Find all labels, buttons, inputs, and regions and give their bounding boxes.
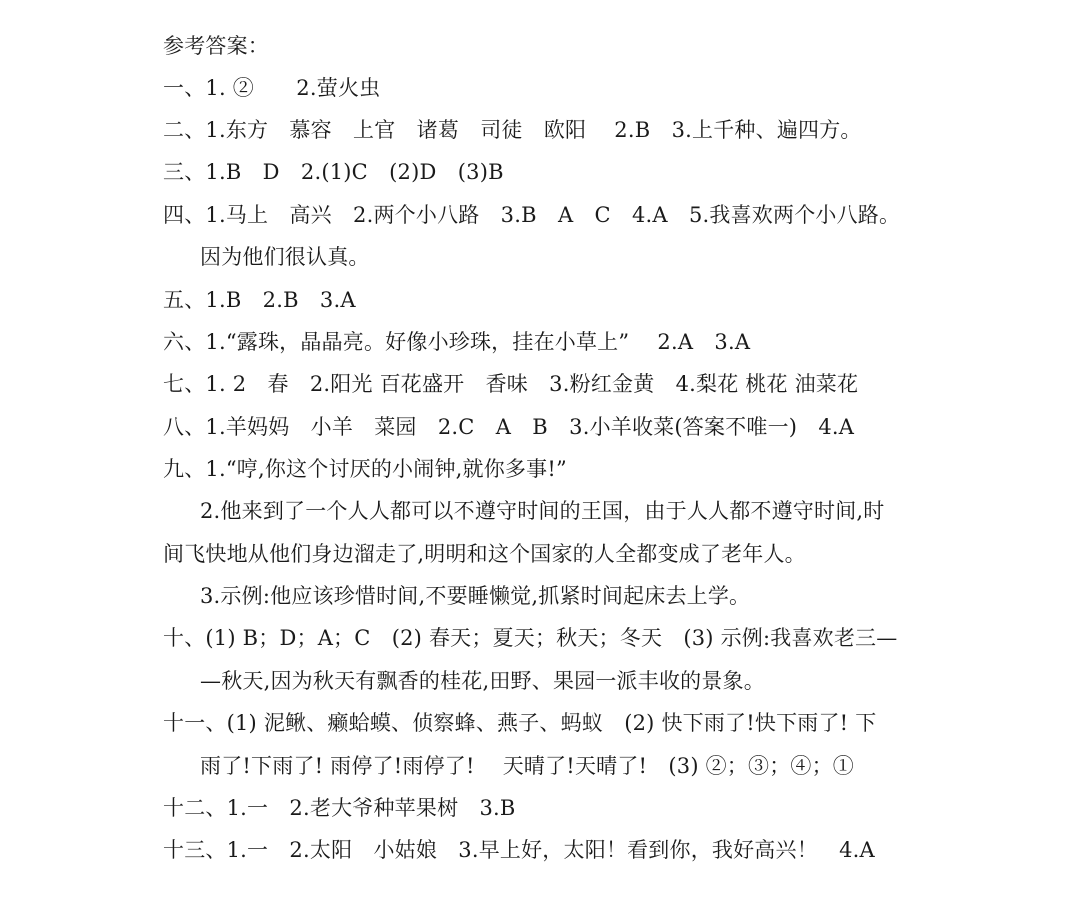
answer-line-7: 七、1. 2 春 2.阳光 百花盛开 香味 3.粉红金黄 4.梨花 桃花 油菜花 <box>163 372 859 396</box>
answer-line-4: 四、1.马上 高兴 2.两个小八路 3.B A C 4.A 5.我喜欢两个小八路。 <box>163 203 901 227</box>
answer-line-5: 五、1.B 2.B 3.A <box>163 288 356 312</box>
answer-line-9-part3: 3.示例:他应该珍惜时间,不要睡懒觉,抓紧时间起床去上学。 <box>200 584 751 608</box>
answer-line-8: 八、1.羊妈妈 小羊 菜园 2.C A B 3.小羊收菜(答案不唯一) 4.A <box>163 415 855 439</box>
answer-line-12: 十二、1.一 2.老大爷种苹果树 3.B <box>163 796 516 820</box>
page-title: 参考答案： <box>163 34 269 58</box>
answer-line-6: 六、1.“露珠，晶晶亮。好像小珍珠，挂在小草上” 2.A 3.A <box>163 330 751 354</box>
answer-line-1: 一、1. ② 2.萤火虫 <box>163 76 381 100</box>
answer-line-9: 九、1.“哼,你这个讨厌的小闹钟,就你多事!” <box>163 457 567 481</box>
answer-line-13: 十三、1.一 2.太阳 小姑娘 3.早上好，太阳！看到你，我好高兴！ 4.A <box>163 838 875 862</box>
answer-line-10: 十、(1) B；D；A；C (2) 春天；夏天；秋天；冬天 (3) 示例:我喜欢老三— <box>163 626 898 650</box>
answer-line-11: 十一、(1) 泥鳅、癞蛤蟆、侦察蜂、燕子、蚂蚁 (2) 快下雨了!快下雨了! 下 <box>163 711 877 735</box>
answer-line-9-part2: 2.他来到了一个人人都可以不遵守时间的王国，由于人人都不遵守时间,时 <box>200 499 885 523</box>
answer-line-4-continued: 因为他们很认真。 <box>200 245 370 269</box>
answer-line-3: 三、1.B D 2.(1)C (2)D (3)B <box>163 160 504 184</box>
answer-line-11-continued: 雨了!下雨了! 雨停了!雨停了! 天晴了!天晴了! (3) ②；③；④；① <box>200 754 855 778</box>
answer-line-10-continued: —秋天,因为秋天有飘香的桂花,田野、果园一派丰收的景象。 <box>200 669 765 693</box>
answer-line-2: 二、1.东方 慕容 上官 诸葛 司徒 欧阳 2.B 3.上千种、遍四方。 <box>163 118 862 142</box>
answer-line-9-part2-continued: 间飞快地从他们身边溜走了,明明和这个国家的人全都变成了老年人。 <box>163 542 806 566</box>
